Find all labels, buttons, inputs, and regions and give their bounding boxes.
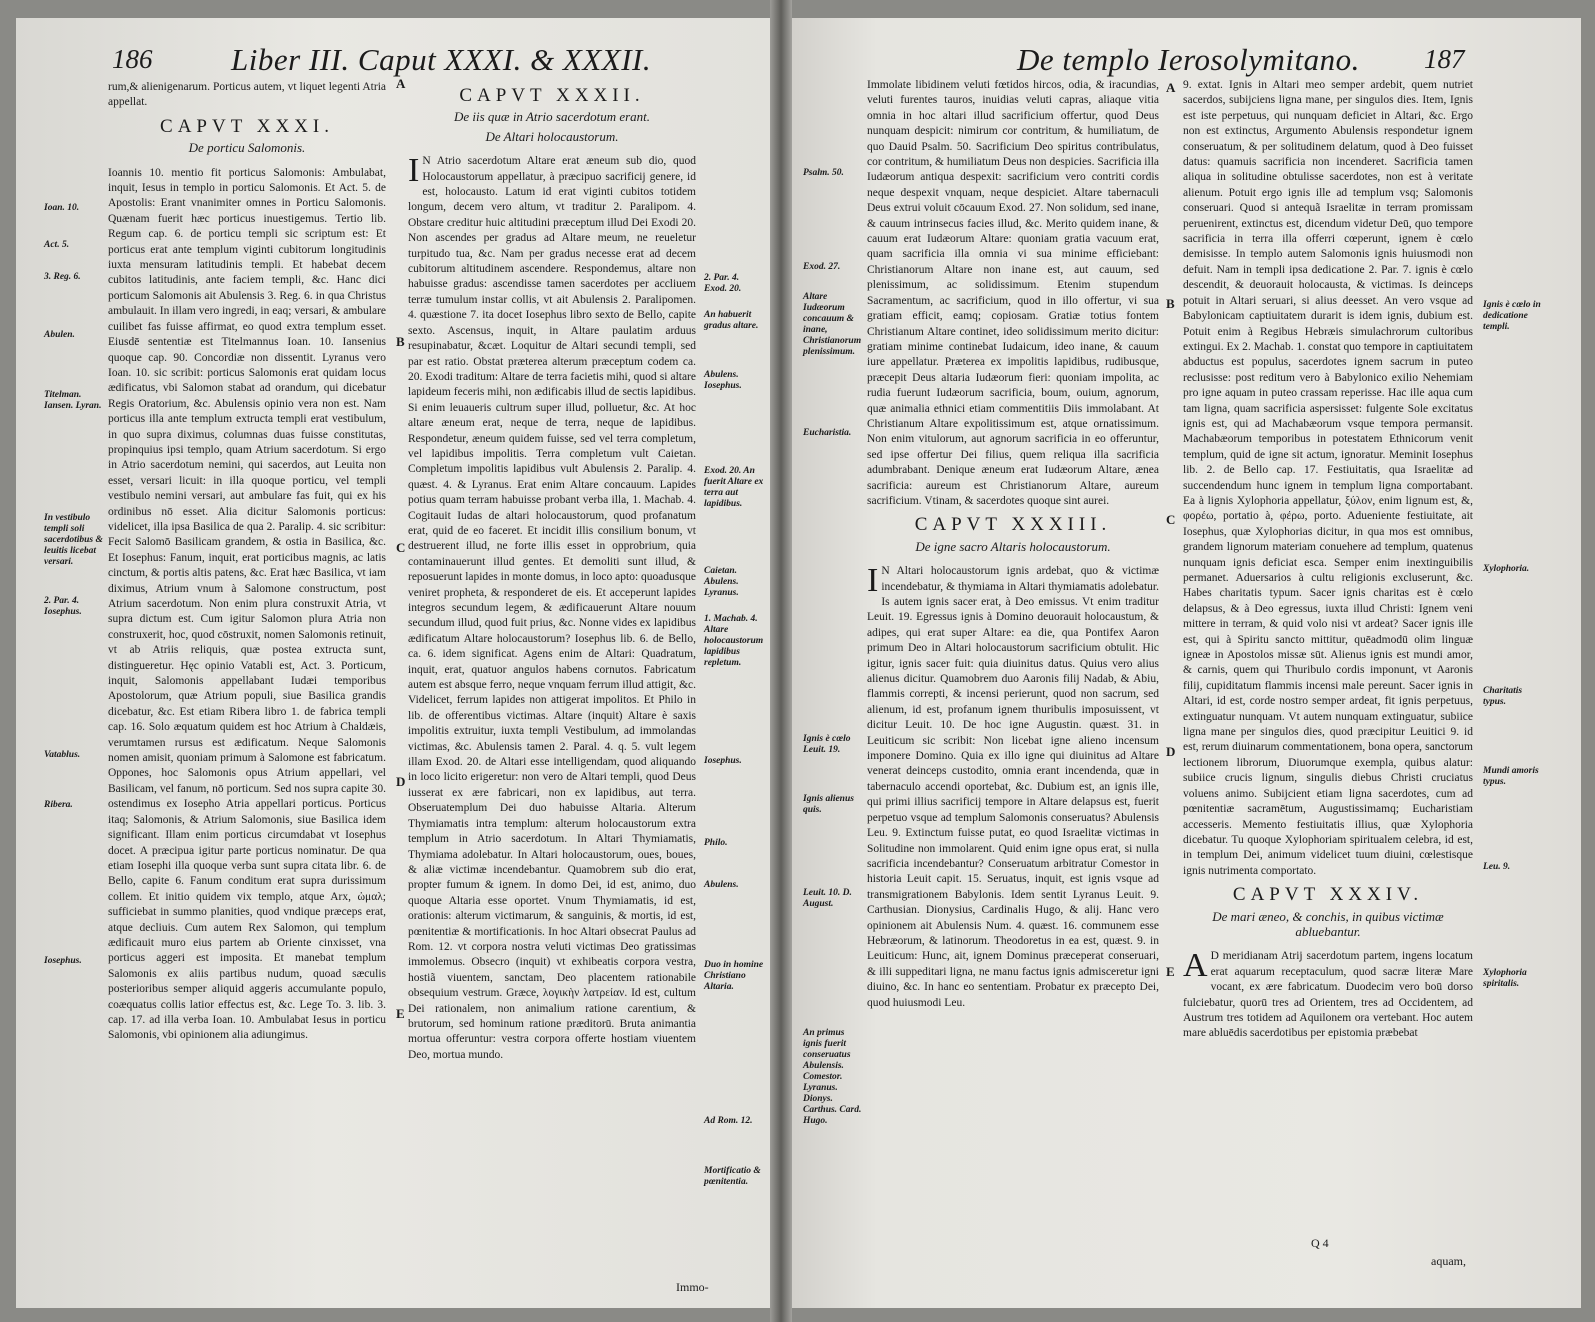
- cap33-body-text: N Altari holocaustorum ignis ardebat, quo & victimæ incendebatur, & thymiama in Altari thymiamatis adolebatur. Is autem ignis sacer erat, à Deo emissus. Vt enim traditur Leuit. 19. Egressus ignis à Domino deuorauit holocaustum, & adipes, qui erat super Altare: ea die, qua Pontifex Aaron primum Deo in Altari holocaustorum sacrificium obtulit. Hic igitur, ignis sacer fuit: quia diuinitus datus. Quius vero alius alienus dicitur. Quamobrem duo Aaronis filij Nadab, & Abiu, flammis correpti, & incensi perierunt, quod non sacrum, sed alienum, id est, profanum ignem thuribulis imposuissent, vt dicitur Leuit. 10. De hoc igne Augustin. quæst. 31. in Leuiticum sic scribit: Non licebat igne alieno incensum imponere Domino. Quia ex illo igne qui diuinitus ad Altare venerat deinceps custodito, omnia erant incendenda, quæ in tabernaculo accendi oportebat, &c. Dubium est, an ignis ille, qui primi illius sacrificij tempore in Altare delapsus est, fuerit perpetuo vsque ad templum Salomonis conseruatus? Abulensis Leu. 9. Extinctum fuisse putat, eo quod Israelitæ victimas in Solitudine non immolarent. Quid enim igne opus erat, si nulla sacrificia incendebantur? Conseruatum arbitratur Comestor in historia Leuit capit. 15. Seruatus, inquit, est ignis vsque ad transmigrationem Babylonis. Idem sentit Lyranus Leuit. 9. Carthusian. Dionysius, Cardinalis Hugo, & alij. Hanc vero opinionem ait Abulensis Num. 4. quæst. 16. communem esse Hebræorum, & latinorum. Theodoretus in ea est, quæst. 9. in Leuiticum: Hunc, ait, ignem Dominus præceperat conseruari, & illi suppeditari ligna, ne manu factus ignis admisceretur igni diuino, &c. In hanc eo sententiam. Probatur ex præcepto Dei, quod huiusmodi Leu.: [867, 565, 1159, 1009]
- margin-note: Leuit. 10. D. August.: [803, 888, 852, 909]
- margin-note: Xylophoria.: [1483, 564, 1530, 574]
- margin-note: Mortificatio & pœnitentia.: [704, 1166, 761, 1187]
- section-letter: E: [1166, 964, 1175, 979]
- cap33-title: CAPVT XXXIII.: [914, 514, 1112, 536]
- margin-note: 1. Machab. 4. Altare holocaustorum lapidibus repletum.: [704, 614, 764, 668]
- margin-note: Ignis è cœlo in dedicatione templi.: [1483, 300, 1541, 332]
- margin-note: Xylophoria spiritalis.: [1483, 968, 1527, 989]
- section-letter: A: [1166, 80, 1176, 95]
- right-col1-body: Immolate libidinem veluti fœtidos hircos, odia, & iracundias, veluti furentes tauros, inuidias veluti capras, aliaque vitia omnia in hoc altari illud sacrificium offertur, quod Deus nunquam despicit: nimirum cor contritum, & humiliatum, de quo Dauid Psalm. 50. Sacrificium Deo spiritus contribulatus, cor contritum, & humiliatum Deus non despicies. Sacrificia illa Iudæorum antiqua despexit: sacrificium vero contriti cordis neque despexit vnquam, neque despiciet. Altare tabernaculi Deus extrui voluit cōcauum Exod. 27. Non solidum, sed inane, & cauum intrinsecus facies illud, &c. Merito quidem inane, & cauum erat Iudæorum Altare: quoniam gratia vacuum erat, quam sacrificia illa omnia vi sua minime efficiebant: Christianorum Altare non inane est, aut cauum, sed plenissimum, ac solidissimum. Etenim stupendum Sacramentum, ac sacrificium, quod in illo offertur, vi sua gratiam efficit, eamq; copiosam. Gratiæ totius fontem Christianum Altare continet, ideo solidissimum merito dicitur: gratiam minime continebat Iudaicum, ideo inane, & cauum iure appellatur. Præterea ex impolitis lapidibus, rudibusque, præcepit Deus altaria Iudæorum fieri: quoniam impolita, ac rudia fuerunt Iudæorum sacrificia, boum, ouium, agnorum, quæ animalia ethnici etiam commentitiis Diis immolabant. At Christianum Altare expolitissimum est, atque ornatissimum. Non enim vitulorum, aut agnorum sacrificia in eo offeruntur, sed ipse offertur Dei filius, quem reliqua illa sacrificia adumbrabant. Denique æneum erat Iudæorum Altare, ænea sacrificia: aureum est Christianorum Altare, aureum sacrificium. Vtinam, & sacerdotes quoque sint aurei.: [867, 79, 1159, 507]
- margin-note: Abulens. Iosephus.: [704, 370, 742, 391]
- margin-note: Ad Rom. 12.: [704, 1116, 753, 1126]
- margin-note: Ioan. 10.: [44, 203, 80, 213]
- margin-note: Mundi amoris typus.: [1483, 766, 1539, 787]
- left-catchword: Immo-: [676, 1280, 709, 1294]
- margin-note: Ribera.: [44, 800, 73, 810]
- right-column: [408, 80, 696, 1280]
- section-letter: B: [1166, 296, 1175, 311]
- right-page-right-column: [1183, 78, 1473, 1288]
- cap32-subtitle: De iis quæ in Atrio sacerdotum erant.: [453, 109, 651, 125]
- cap31-title: CAPVT XXXI.: [160, 115, 334, 137]
- book-gutter: [770, 0, 792, 1322]
- margin-note: Abulens.: [704, 880, 739, 890]
- margin-note: Iosephus.: [44, 956, 82, 966]
- section-letter: A: [396, 76, 406, 91]
- margin-note: Charitatis typus.: [1483, 686, 1523, 707]
- cap33-subtitle: De igne sacro Altaris holocaustorum.: [915, 538, 1111, 554]
- margin-note: Eucharistia.: [803, 428, 852, 438]
- margin-note: Iosephus.: [704, 756, 742, 766]
- margin-note: An primus ignis fuerit conseruatus Abulensis. Comestor. Lyranus. Dionys. Carthus. Card. Hugo.: [803, 1028, 862, 1126]
- section-letter: B: [396, 334, 405, 349]
- margin-note: Caietan. Abulens. Lyranus.: [704, 566, 739, 598]
- section-letter: E: [396, 1006, 405, 1021]
- margin-note: Abulen.: [44, 330, 75, 340]
- dropcap: A: [1183, 947, 1208, 985]
- right-page: [781, 18, 1581, 1308]
- margin-note: Philo.: [704, 838, 728, 848]
- right-running-head: De templo Ierosolymitano.: [1017, 42, 1360, 77]
- cap33-body: [867, 564, 1159, 1011]
- cap32-body: [408, 154, 696, 1063]
- margin-note: 2. Par. 4. Exod. 20.: [704, 273, 742, 294]
- left-page: [16, 18, 778, 1308]
- right-catchword: aquam,: [1431, 1254, 1466, 1268]
- margin-note: Ignis è cœlo Leuit. 19.: [803, 734, 851, 755]
- cap34-body: [1183, 949, 1473, 1041]
- margin-note: Ignis alienus quis.: [803, 794, 854, 815]
- left-col-continuation: rum,& alienigenarum. Porticus autem, vt liquet legenti Atria appellat.: [108, 81, 386, 109]
- dropcap: I: [867, 562, 879, 600]
- margin-note: In vestibulo templi soli sacerdotibus & leuitis licebat versari.: [44, 513, 103, 567]
- margin-note: Psalm. 50.: [803, 168, 844, 178]
- margin-note: Leu. 9.: [1483, 862, 1511, 872]
- cap31-subtitle: De porticu Salomonis.: [188, 140, 306, 156]
- left-running-head: Liber III. Caput XXXI. & XXXII.: [231, 42, 652, 77]
- margin-note: Act. 5.: [44, 240, 70, 250]
- cap34-title: CAPVT XXXIV.: [1232, 884, 1424, 906]
- margin-note: An habuerit gradus altare.: [704, 310, 759, 331]
- section-letter: C: [1166, 512, 1176, 527]
- right-page-left-column: [867, 78, 1159, 1288]
- signature-mark: Q 4: [1311, 1236, 1329, 1250]
- cap32-body-text: N Atrio sacerdotum Altare erat æneum sub dio, quod Holocaustorum appellatur, à præcipuo sacrificij genere, id est, holocausto. Latum id erat viginti cubitos totidem longum, decem vero altum, vt traditur 2. Paralipom. 4. Obstare creditur huic altitudini præceptum illud Dei Exodi 20. Non ascendes per gradus ad Altare meum, ne reueletur turpitudo tua, &c. Nam per gradus necesse erat ad decem cubitorum altitudinem ascendere. Respondemus, altare non habuisse gradus: ascendisse tamen sacerdotes per accliuem terræ tumulum instar collis, vt ait Abulensis 2. Paralipomen. 4. quæstione 7. ita docet Iosephus libro sexto de Bello, capite sexto. Ascensus, inquit, in Altare paulatim arduus resupinabatur, &cæt. Loquitur de Altari secundi templi, sed par est ratio. Obstat præterea alterum præceptum codem ca. 20. Exodi traditum: Altare de terra facietis mihi, quod si altare lapideum feceris mihi, non ædificabis illud de sectis lapidibus. Si enim leuaueris cultrum super illud, polluetur, &c. At hoc altare æneum erat, neque de terra, neque de lapidibus. Respondetur, æneum quidem fuisse, sed vel terra completum, vel lapidibus impolitis. Terra completum vult Caietan. Completum impolitis lapidibus vult Abulensis 2. Paralip. 4. quæst. 4. & Lyranus. Erat enim Altare concauum. Lapides potius quam terram habuisse probant verba illa, 1. Machab. 4. Cogitauit Iudas de altari holocaustorum, quod profanatum erat, quid de eo faceret. Et incidit illis consilium bonum, vt destruerent illud, ne forte illis esset in opprobrium, quia contaminauerunt illud gentes. Et demoliti sunt illud, & reposuerunt lapides in monte domus, in loco apto: quoadusque veniret propheta, & responderet de eis. Et acceperunt lapides integros secundum legem, & ædificauerunt Altare nouum secundum illud, quod fuit prius, &c. Nonne vides ex lapidibus ædificatum Altare holocaustorum? Iosephus lib. 6. de Bello, ca. 6. idem significat. Agens enim de Altari: Quadratum, inquit, erat, quatuor angulos habens cornutos. Fabricatum autem est absque ferro, neque vnquam ferrum illud attigit, &c. Videlicet, ferrum lapides non attigerat impolitos. Et Philo in lib. de offerentibus victimas. Altare (inquit) Altare è saxis impolitis extruitur, iuxta templi Vestibulum, ad immolandas victimas, &c. Abulensis tamen 2. Paral. 4. q. 5. vult legem illam Exod. 20. de Altari esse intelligendam, quod aliquando in loco licito erigeretur: non vero de Altari templi, quod Deus iusserat ex ære fabricari, non ex lapidibus, aut terra. Obseruatemplum Dei duo habuisse Altaria. Alterum Thymiamatis intra templum: alterum holocaustorum extra templum in Atrio sacerdotum. In Altari Thymiamatis, Thymiama adolebatur. In Altari holocaustorum, oues, boues, & aliæ victimæ incendebantur. Quamobrem sub dio erat, propter fumum & ignem. In domo Dei, id est, animo, duo quoque Altaria esse oportet. Vnum Thymiamatis, id est, orationis: alterum victimarum, & sanguinis, & mortis, id est, pœnitentiæ & mortificationis. In hoc Altari obsecrat Paulus ad Rom. 12. vt corpora nostra veluti victimas Deo gratissimas immolemus. Obsecro (inquit) vt exhibeatis corpora vestra, hostiã viuentem, sanctam, Deo placentem rationabile obsequium vestrum. Græce, λογικὴν λατρείαν. Id est, cultum Dei rationalem, non animalium ratione carentium, & brutorum, sed hominum ratione præditorū. Bruta animantia mortua offeruntur: vestra corpora offerte hostiam viuentem Deo, mortua mundo.: [408, 155, 696, 1061]
- cap34-body-text: D meridianam Atrij sacerdotum partem, ingens locatum erat aquarum receptaculum, quod sacræ literæ Mare vocant, ex ære fabricatum. Duodecim vero boū dorso fulciebatur, quorū tres ad Orientem, tres ad Occidentem, ad Austrum tres totidem ad Aquilonem ora vertebant. Hoc autem mare abluēdis sacerdotibus per epistomia præbebat: [1183, 950, 1473, 1040]
- right-page-number: 187: [1424, 44, 1465, 74]
- cap32-title: CAPVT XXXII.: [459, 85, 645, 106]
- left-column: [108, 80, 386, 1208]
- margin-note: Altare Iudæorum concauum & inane, Christianorum plenissimum.: [803, 292, 862, 357]
- margin-note: 3. Reg. 6.: [44, 272, 81, 282]
- cap34-subtitle: De mari æneo, & conchis, in quibus victimæ abluebantur.: [1212, 908, 1444, 939]
- margin-note: Titelman. Iansen. Lyran.: [44, 390, 102, 411]
- margin-note: Exod. 27.: [803, 262, 841, 272]
- cap32-subtitle-2: De Altari holocaustorum.: [485, 128, 619, 144]
- margin-note: Duo in homine Christiano Altaria.: [704, 960, 764, 992]
- dropcap: I: [408, 152, 420, 190]
- margin-note: 2. Par. 4. Iosephus.: [44, 596, 82, 617]
- left-page-number: 186: [112, 44, 153, 74]
- right-col2-body: 9. extat. Ignis in Altari meo semper ardebit, quem nutriet sacerdos, subijciens ligna mane, per singulos dies. Item, Ignis est iste perpetuus, qui nunquam deficiet in Altari, &c. Ergo non est extinctus, Argumento Abulensis respondetur ignem conseruatum, & per solitudinem delatum, quod à Deo fuisset datus: quamuis sacrificia non incenderet. Sacrificia tamen aliqua in solitudine obtulisse sacerdotes, non est à veritate alienum. Potuit ergo ignis ille ad templum vsq; Salomonis conseruari. Quod si antequã Israelitæ in terram promissam peruenirent, extinctus est, dicendum videtur Deū, quo tempore sacrificia in terra illa offerri cœperunt, ignem è cœlo demisisse. In templo autem Salomonis ignis huiusmodi non defuit. Nam in templi ipsa dedicatione 2. Par. 7. ignis è cœlo descendit, & deuorauit holocausta, & victimas. Is deinceps potuit in Altari seruari, si alius deesset. An vero vsque ad Babylonicam captiuitatem durarit is idem ignis, dubium est. Potuit enim à Regibus Hebræis simulachrorum cultoribus extingui. Ex 2. Machab. 1. constat quo tempore in captiuitatem abductus est populus, sacerdotes ignem sacrum in puteo reclusisse: post reditum vero à Babylonico exilio Nehemiam pro igne aquam in puteo crassam reperisse. Hac ille aqua cum tam ligna, quam sacrificia aspersisset: fulgente Sole excitatus ignis est, qui ad Machabæorum vsque tempora permansit. Machabæorum temporibus in potestatem Ethnicorum venit templum, quid de igne sit actum, ignoratur. Meminit Iosephus lib. 2. de Bello cap. 17. Festiuitatis, qua Israelitæ ad succendendum hunc ignem in templum ligna comportabant. Ea à lignis Xylophoria appellatur, ξύλον, enim lignum est, &, φορέω, portatio à, φέρω, porto. Adueniente festiuitate, ait Iosephus, quæ Xylophorias dicitur, in qua mos est omnibus, grandem lignorum materiam conuehere ad templum, quatenus nunquam ignis deficiat esca. Semper enim inextinguibilis permanet. Aduersarios à cultu religionis excluserunt, &c. Habes charitatis typum. Sacer ignis charitas est è cœlo delapsus, & à Deo egressus, iuxta illud Christi: Ignem veni mittere in terram, & quid volo nisi vt ardeat? Sacer ignis ille est, qui à Spiritu sancto mittitur, quēadmodū olim linguæ igneæ in Apostolos missæ sūt. Alienus ignis est mundi amor, & carnis, quem qui Thuribulo cordis imponunt, vt Aaronis filij, cupiditatum flammis incensi male pereunt. Sacer ignis in Altari, id est, corde nostro semper ardeat, fit ignis perpetuus, extinguatur nunquam. Vt autem nunquam extinguatur, subiice ligna mane per singulos dies, quod præcipitur Leuitici 9. id est, rerum diuinarum commentationem, bona opera, sanctorum lectionem librorum, Diuorumque exempla, quibus alatur: subiice crucis lignum, singulis diebus Christi cruciatus voluens animo. Subijcient etiam ligna sacerdotes, cum ad pœnitentiæ sacramētum, Augustissimamq; Eucharistiam accesseris. Memento festiuitatis illius, quæ Xylophoria dicebatur. Tu quoque Xylophoriam spiritualem celebra, id est, in templum Dei, animum videlicet tuum diuini, cœlestisque ignis nutrimenta comportato.: [1183, 79, 1473, 877]
- margin-note: Exod. 20. An fuerit Altare ex terra aut lapidibus.: [704, 466, 764, 509]
- margin-note: Vatablus.: [44, 750, 81, 760]
- section-letter: D: [1166, 744, 1176, 759]
- section-letter: D: [396, 774, 406, 789]
- cap31-body: Ioannis 10. mentio fit porticus Salomonis: Ambulabat, inquit, Iesus in templo in porticu Salomonis. Et Act. 5. de Apostolis: Erant vnanimiter omnes in Porticu Salomonis. Quænam fuerit hæc porticus inuestigemus. Tertio lib. Regum cap. 6. de porticu templi sic scriptum est: Et porticus erat ante templum viginti cubitorum longitudinis iuxta mensuram latitudinis templi. Et habebat decem cubitos latitudinis, ante faciem templi, &c. Hanc dici porticum Salomonis ait Abulensis 3. Reg. 6. in qua Christus ambulauit. In illam vero ingredi, in eaq; versari, & ambulare cuilibet fas fuisse affirmat, eo quod extra templum esset. Eiusdē sententiæ est Titelmannus Ioan. 10. Iansenius quoque cap. 90. Concordiæ non dissentit. Lyranus vero Ioan. 10. sic scribit: porticus Salomonis erat quidam locus ædificatus, vbi Salomon stabat ad orandum, qui dicebatur Regis Oratorium, &c. Abulensis opinio vera non est. Nam porticus illa ante templum extructa templi erat vestibulum, in quo supra diximus, columnas duas fuisse constitutas, propinquius ipsi templo, quam Atrium sacerdotum. Si ergo in Atrio sacerdotum nemini, qui sacerdos, aut Leuita non esset, versari licuit: in illa quoque porticu, vel templi vestibulo nemini versari, aut ambulare fas fuit, qui ex his ordinibus nō esset. Alia dicitur Salomonis porticus: videlicet, illa ipsa Basilica de qua 2. Paralip. 4. sic scribitur: Fecit Salomō Basilicam grandem, & ostia in Basilica, &c. Et Iosephus: Fanum, inquit, erat porticibus magnis, ac latis cinctum, & portis altis patens, &c. Erat hæc Basilica, vt iam diximus, Atrium vnum à Salomone constructum, post Atrium sacerdotum. Non enim plura construxit Atria, vt supra dictum est. Cum igitur Salomon plura Atria non construxerit, hoc, quod cōstruxit, nomen Salomonis retinuit, vt ab Atriis reliquis, quæ postea extructa sunt, distingueretur. Hęc opinio Vatabli est, Act. 3. Porticum, inquit, Salomonis appellabant Iudæi temporibus Apostolorum, quæ Atrium populi, siue Basilica grandis dicebatur, &c. Est etiam Ribera libro 1. de fabrica templi cap. 16. Solo æquatum quidem est hoc Atrium à Chaldæis, verumtamen rursus est ædificatum. Neque Salomonis nomen amisit, quoniam primum à Salomone est fabricatum. Oppones, hoc Salomonis opus Atrium appellari, vel Basilicam, vel fanum, nō porticum. Sed nos supra capite 30. ostendimus ex Iosepho Atria appellari porticus. Porticus itaq; Salomonis, & Atrium Salomonis, siue Basilica idem significant. Illam enim porticus circumdabat vt Iosephus docet. A præcipua igitur parte porticus nominatur. De qua etiam Iosephi illa quoque verba sunt supra citata libr. 6. de Bello, capite 6. Fanum conditum erat supra durissimum collem. Et initio quidem vix templo, atque Arx, ὡμαλ; sufficiebat in summo planities, quod vndique præceps erat, atque decliuis. Cum autem Rex Salomon, qui templum ædificauit muro eius partem ab Oriente cinxisset, vna porticus aggeri est imposita. Et manebat templum Salomonis ex aliis partibus nudum, quoad sæculis posterioribus semper aliquid aggeris accumulante populo, coæquatus collis latior effectus est, &c. Lege To. 3. lib. 3. cap. 17. ad illa verba Ioan. 10. Ambulabat Iesus in porticu Salomonis, vbi opinionem alia adiungimus.: [108, 166, 386, 1042]
- section-letter: C: [396, 540, 406, 555]
